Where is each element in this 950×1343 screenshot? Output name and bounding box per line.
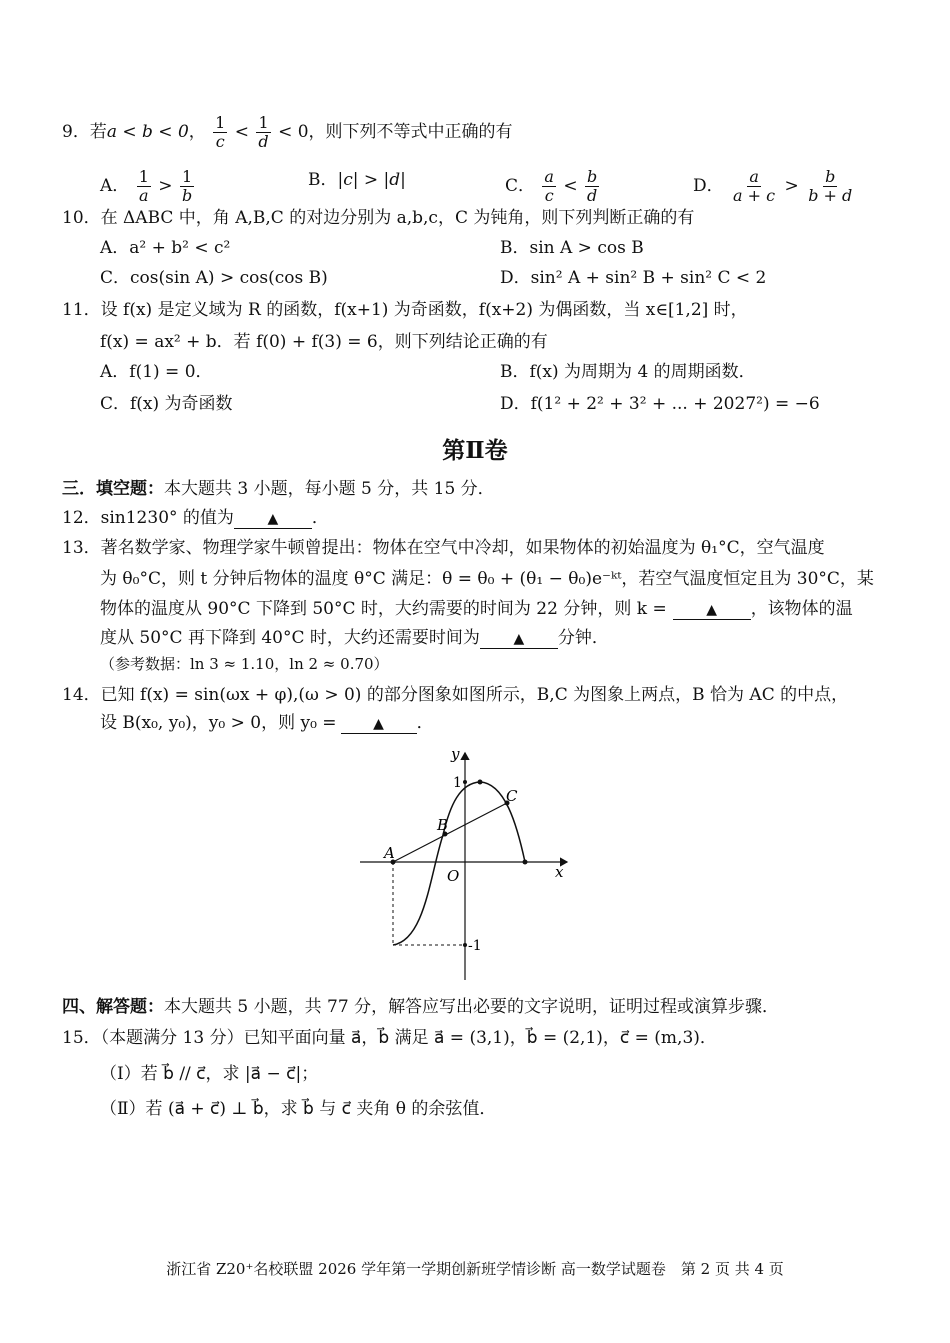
q13-line-4: 度从 50°C 再下降到 40°C 时，大约还需要时间为 ▲ 分钟． — [100, 628, 609, 648]
tick-neg1-label: -1 — [468, 938, 482, 954]
tick-neg1-mark — [463, 943, 467, 947]
y-axis-label: y — [451, 745, 460, 763]
q10-option-b: B．sin A > cos B — [500, 238, 644, 258]
q13-line-3: 物体的温度从 90°C 下降到 50°C 时，大约需要的时间为 22 分钟，则 k = ▲ ，该物体的温 — [100, 599, 853, 619]
section-3-header: 三．填空题：本大题共 3 小题，每小题 5 分，共 15 分． — [62, 479, 495, 499]
q11-stem-line-2: f(x) = ax² + b．若 f(0) + f(3) = 6，则下列结论正确的有 — [100, 332, 548, 352]
point-a-label: A — [384, 844, 395, 862]
q13-line-1: 13．著名数学家、物理学家牛顿曾提出：物体在空气中冷却，如果物体的初始温度为 θ₁°C，空气温度 — [62, 538, 825, 558]
q14-line-2: 设 B(x₀, y₀)，y₀ > 0，则 y₀ = ▲ ． — [100, 713, 434, 733]
q11-option-c: C．f(x) 为奇函数 — [100, 394, 233, 414]
q11-option-a: A．f(1) = 0． — [100, 362, 213, 382]
q9-option-c: C． $\frac{a}{c}$ < $\frac{b}{d}$ — [505, 167, 598, 205]
q9-option-d: D． $\frac{a}{a + c}$ > $\frac{b}{b + d}$ — [693, 167, 853, 205]
q9-stem: 9．若a < b < 0， $\frac{1}{c}$ < $\frac{1}{d}$ < 0，则下列不等式中正确的有 — [62, 113, 513, 151]
q11-stem-line-1: 11．设 f(x) 是定义域为 R 的函数，f(x+1) 为奇函数，f(x+2) 为偶函数，当 x∈[1,2] 时， — [62, 300, 748, 320]
section-4-header: 四、解答题：本大题共 5 小题，共 77 分，解答应写出必要的文字说明，证明过程或演算步骤． — [62, 997, 780, 1017]
q10-option-d: D．sin² A + sin² B + sin² C < 2 — [500, 268, 767, 288]
x-axis-label: x — [555, 863, 564, 881]
q13-line-2: 为 θ₀°C，则 t 分钟后物体的温度 θ°C 满足：θ = θ₀ + (θ₁ − θ₀)e⁻ᵏᵗ，若空气温度恒定且为 30°C，某 — [100, 569, 874, 589]
q9-frac-1: $\frac{1}{c}$ — [215, 113, 226, 151]
q10-option-a: A．a² + b² < c² — [100, 238, 231, 258]
q12: 12．sin1230° 的值为 ▲ ． — [62, 508, 329, 528]
q15-part-1: （Ⅰ）若 b⃗ // c⃗，求 |a⃗ − c⃗|； — [100, 1064, 319, 1084]
zero-point — [523, 860, 528, 865]
q10-option-c: C．cos(sin A) > cos(cos B) — [100, 268, 328, 288]
q9-frac-2: $\frac{1}{d}$ — [258, 113, 269, 151]
page-footer: 浙江省 Z20⁺名校联盟 2026 学年第一学期创新班学情诊断 高一数学试题卷 第 2 页 共 4 页 — [166, 1260, 784, 1278]
origin-label: O — [447, 867, 460, 885]
q12-answer-blank: ▲ — [234, 510, 312, 529]
q9-option-a: A． $\frac{1}{a}$ > $\frac{1}{b}$ — [100, 167, 193, 205]
q14-line-1: 14．已知 f(x) = sin(ωx + φ),(ω > 0) 的部分图象如图所示，B,C 为图象上两点，B 恰为 AC 的中点， — [62, 685, 849, 705]
tick-1-label: 1 — [453, 775, 462, 791]
sine-graph-figure — [355, 745, 580, 985]
q14-answer-blank: ▲ — [341, 715, 417, 734]
q13-reference-data: （参考数据：ln 3 ≈ 1.10，ln 2 ≈ 0.70） — [100, 655, 389, 673]
q13-answer-blank-1: ▲ — [673, 601, 751, 620]
sine-curve — [393, 782, 525, 945]
point-c-label: C — [506, 787, 518, 805]
part-2-heading: 第Ⅱ卷 — [442, 437, 508, 464]
q11-option-b: B．f(x) 为周期为 4 的周期函数． — [500, 362, 756, 382]
q15-part-2: （Ⅱ）若 (a⃗ + c⃗) ⊥ b⃗，求 b⃗ 与 c⃗ 夹角 θ 的余弦值． — [100, 1099, 497, 1119]
q15-stem: 15．（本题满分 13 分）已知平面向量 a⃗，b⃗ 满足 a⃗ = (3,1)，b⃗ = (2,1)，c⃗ = (m,3)． — [62, 1028, 717, 1048]
q13-answer-blank-2: ▲ — [480, 630, 558, 649]
q9-option-b: B．|c| > |d| — [308, 170, 406, 190]
tick-1-mark — [463, 780, 467, 784]
q11-option-d: D．f(1² + 2² + 3² + ... + 2027²) = −6 — [500, 394, 820, 414]
max-point — [478, 780, 483, 785]
q10-stem: 10．在 ΔABC 中，角 A,B,C 的对边分别为 a,b,c，C 为钝角，则下列判断正确的有 — [62, 208, 695, 228]
point-b-label: B — [437, 816, 449, 834]
